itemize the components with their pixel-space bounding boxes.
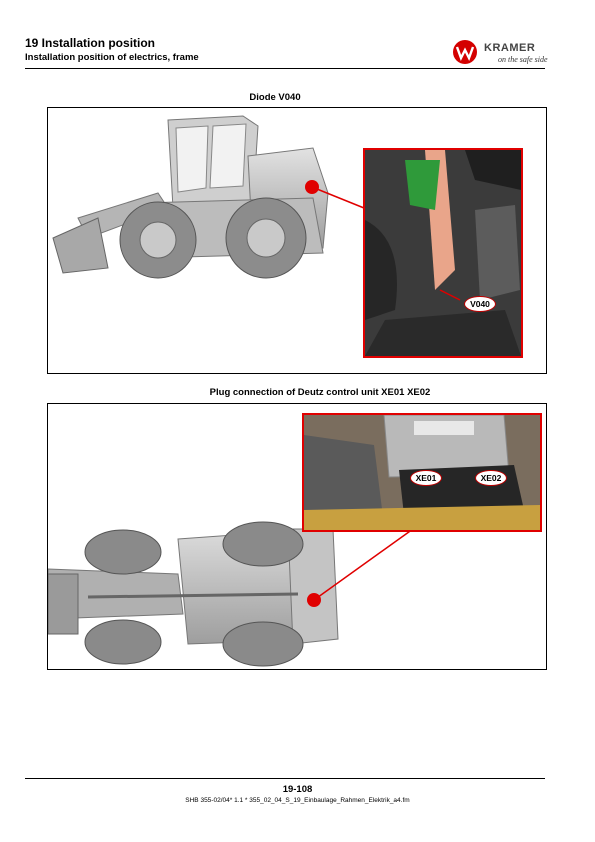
logo-name: KRAMER (484, 42, 536, 54)
chapter-title: 19 Installation position (25, 36, 156, 50)
v040-location-marker (305, 180, 319, 194)
header-rule (25, 68, 545, 69)
engine-bay-photo-illustration (365, 150, 521, 356)
logo-tagline: on the safe side (498, 55, 548, 64)
figure1-frame (47, 107, 547, 374)
figure1-caption: Diode V040 (249, 92, 301, 103)
figure2-caption: Plug connection of Deutz control unit XE01 XE02 (209, 387, 431, 398)
page-number: 19-108 (282, 784, 313, 795)
kramer-emblem-icon (452, 39, 480, 65)
section-subtitle: Installation position of electrics, frame (25, 52, 199, 63)
xe01-callout-label: XE01 (410, 470, 442, 486)
xe-location-marker (307, 593, 321, 607)
kramer-logo (452, 39, 572, 71)
xe02-callout-label: XE02 (475, 470, 507, 486)
footer-rule (25, 778, 545, 779)
document-reference: SHB 355-02/04* 1.1 * 355_02_04_S_19_Einbaulage_Rahmen_Elektrik_a4.fm (185, 797, 410, 804)
xe-detail-photo (302, 413, 542, 532)
v040-detail-photo (363, 148, 523, 358)
figure2-frame (47, 403, 547, 670)
v040-callout-label: V040 (464, 296, 496, 312)
